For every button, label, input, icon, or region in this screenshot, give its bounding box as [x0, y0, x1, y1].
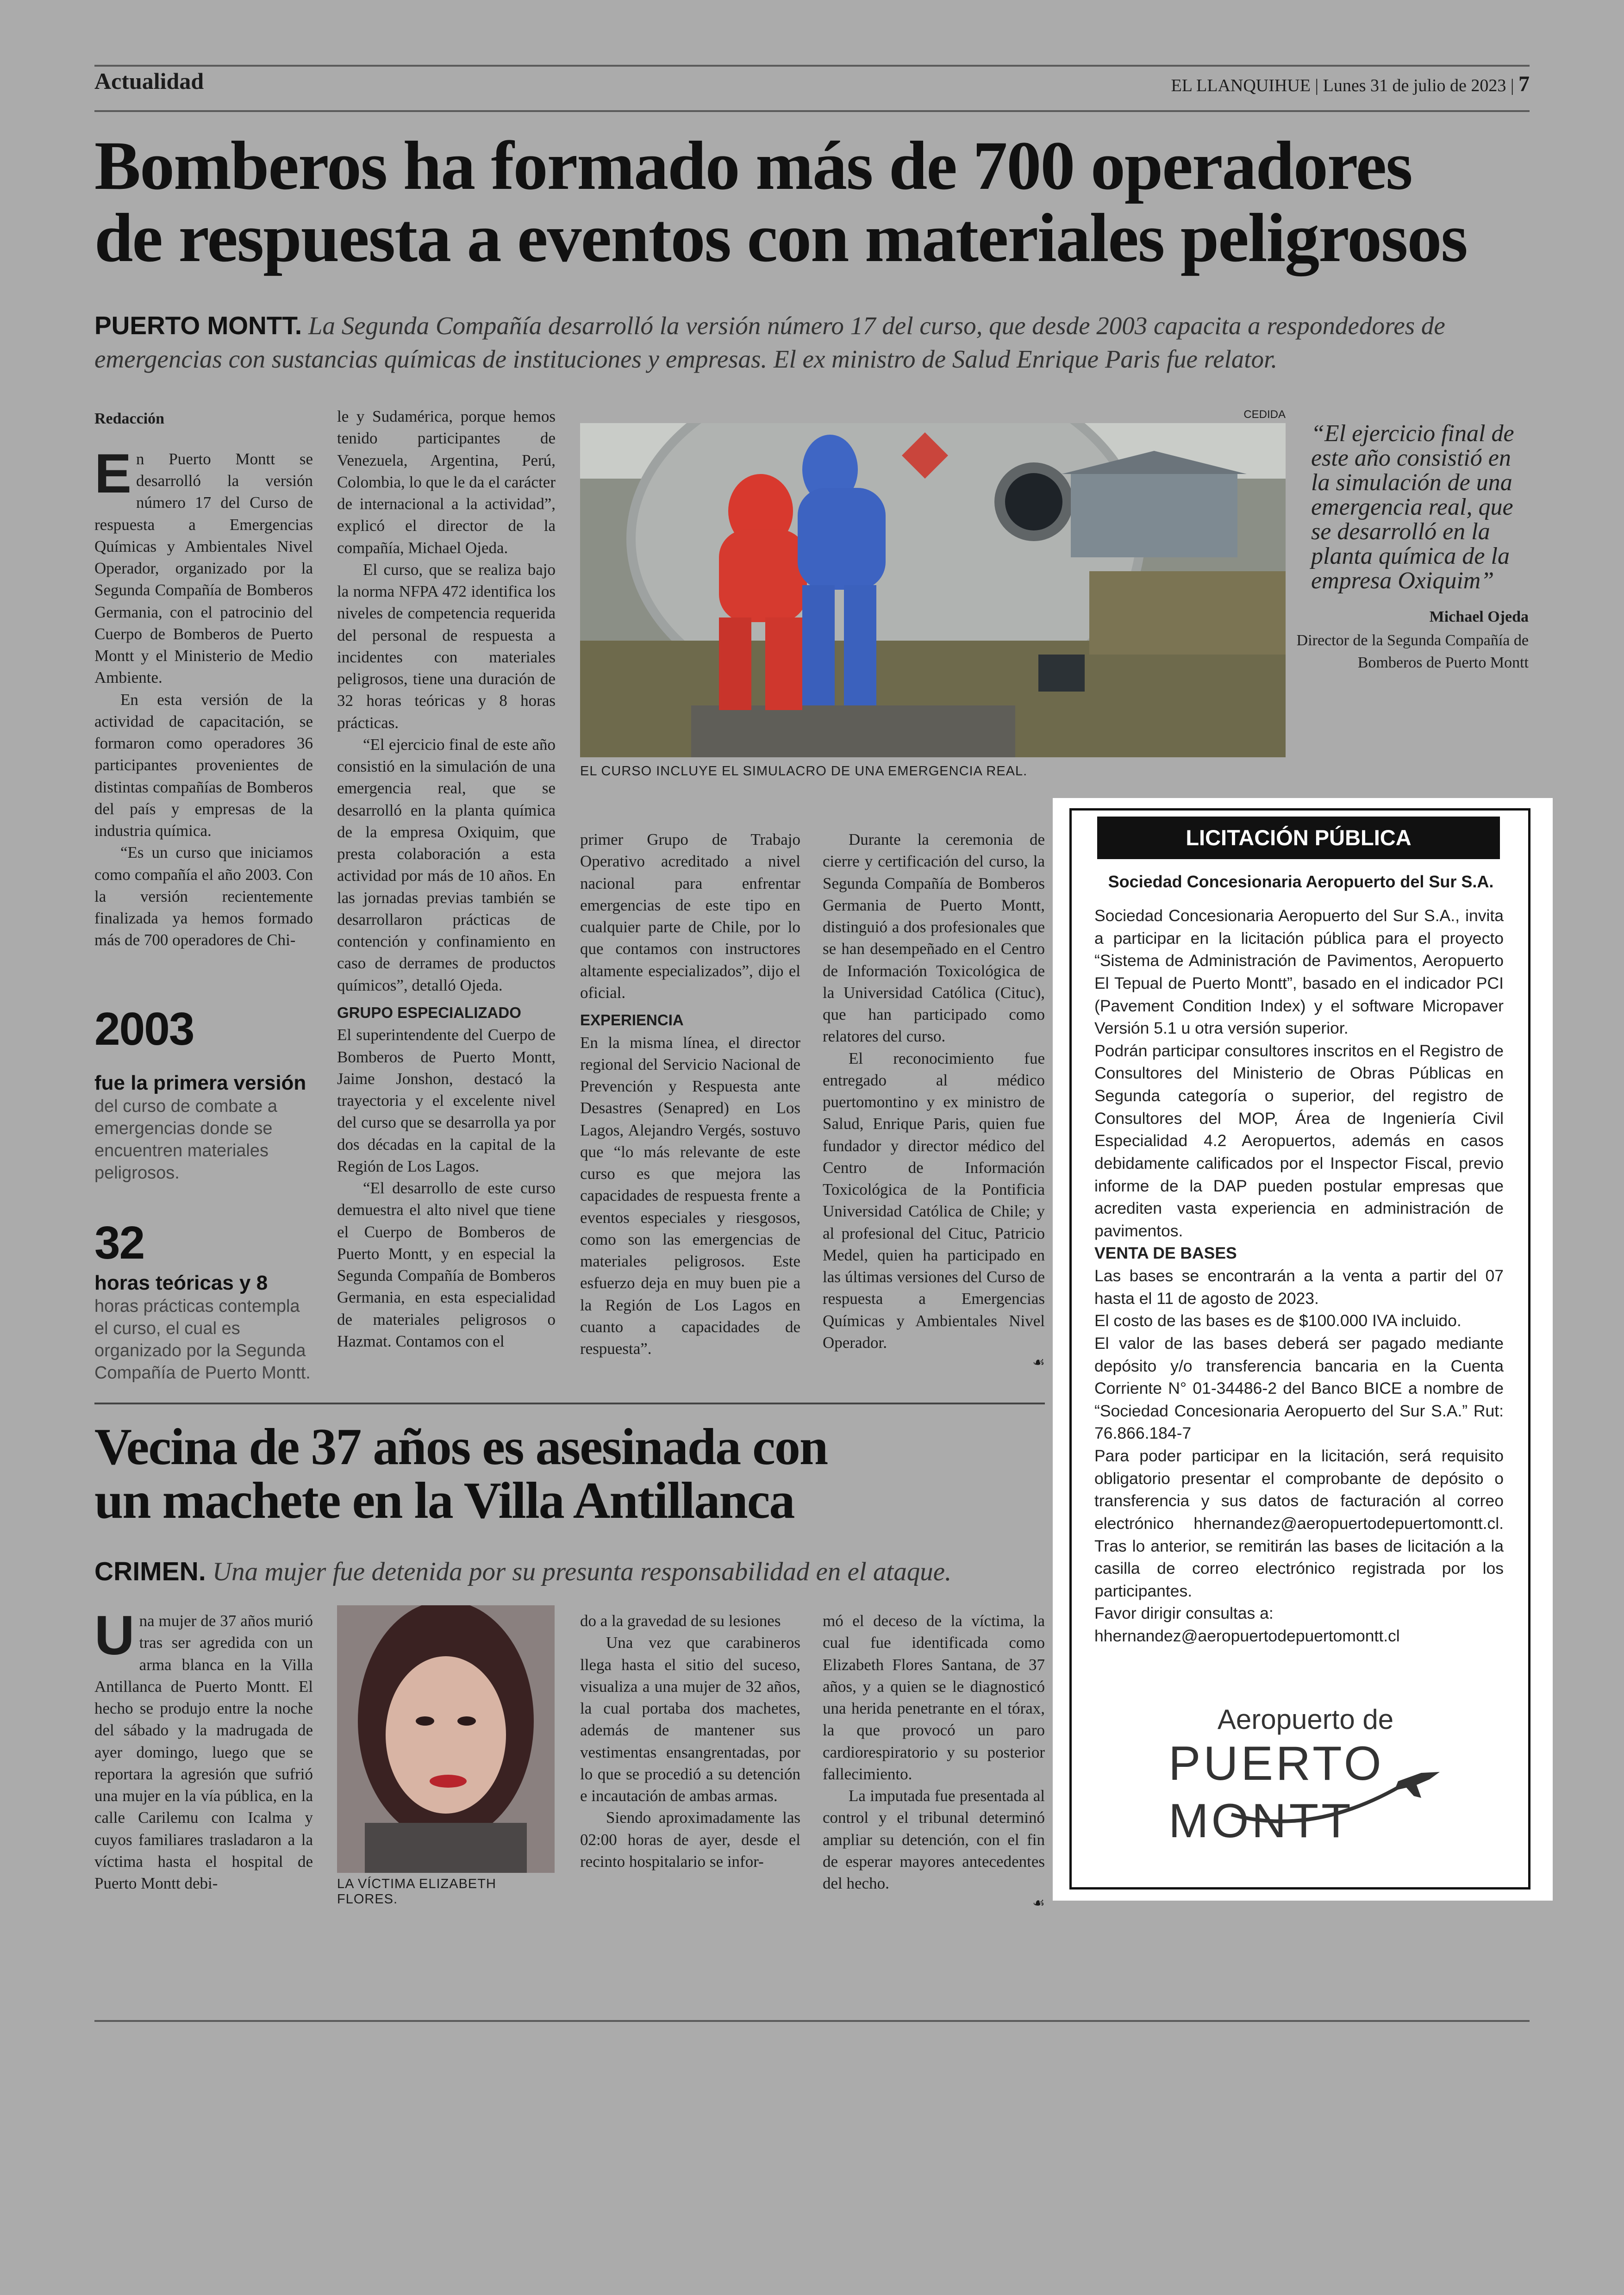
ad-paragraph: El costo de las bases es de $100.000 IVA incluido. [1094, 1311, 1462, 1330]
footer-rule [94, 2020, 1530, 2022]
victim-portrait-illustration [337, 1605, 555, 1873]
pull-quote-name: Michael Ojeda [1429, 608, 1529, 625]
airport-logo [1167, 1703, 1444, 1856]
stat-bold: fue la primera versión [94, 1072, 306, 1094]
header-top-rule [94, 65, 1530, 67]
article1-col3 [580, 829, 800, 1360]
paragraph: En esta versión de la actividad de capacitación, se formaron como operadores 36 participantes provenientes de distintas compañías de Bomberos del país y empresas de la industria química. [94, 690, 313, 840]
paragraph: El reconocimiento fue entregado al médico puertomontino y ex ministro de Salud, Enrique Paris, quien fue fundador y director médico del Centro de Información Toxicológica de la Pontificia Universidad Católica de Chile; y al profesional del Cituc, Patricio Medel, quien ha participado en las últimas versiones del Curso de respuesta a Emergencias Químicas y Ambientales Nivel Operador. [823, 1049, 1045, 1352]
paragraph: “Es un curso que iniciamos como compañía el año 2003. Con la versión recientemente finalizada ya hemos formado más de 700 operadores de Chi- [94, 843, 313, 949]
dropcap: E [94, 442, 132, 505]
ad-paragraph: Podrán participar consultores inscritos en el Registro de Consultores del Ministerio de Obras Públicas en Segunda categoría o superior, del registro de Consultores del MOP, Área de Ingeniería Civil Especialidad 4.2 Aeropuertos, además en casos debidamente calificados por el Inspector Fiscal, previo informe de la DAP pueden postular empresas que acrediten vasta experiencia en administración de pavimentos. [1094, 1041, 1504, 1240]
article2-deck [94, 1554, 1057, 1589]
photo-caption: LA VÍCTIMA ELIZABETH FLORES. [337, 1877, 496, 1907]
paragraph: do a la gravedad de su lesiones [580, 1612, 781, 1630]
dropcap: U [94, 1604, 135, 1666]
deck-lead: PUERTO MONTT. [94, 311, 302, 340]
logo-line: MONTT [1168, 1794, 1354, 1848]
stat-body: horas prácticas contempla el curso, el cual es organizado por la Segunda Compañía de Puerto Montt. [94, 1297, 311, 1383]
paragraph: “El desarrollo de este curso demuestra el alto nivel que tiene el Cuerpo de Bomberos de Puerto Montt, y en especial la Segunda Compañía de Bomberos Germania, en esta especialidad de materiales peligrosos o Hazmat. Contamos con el [337, 1179, 556, 1350]
photo-caption: EL CURSO INCLUYE EL SIMULACRO DE UNA EMERGENCIA REAL. [580, 764, 1028, 779]
stat-text [94, 1270, 312, 1384]
paragraph: “El ejercicio final de este año consistió en la simulación de una emergencia real, que se desarrolló en la planta química de la empresa Oxiquim, que presta colaboración a esta actividad por más de 10 años. En las jornadas previas también se desarrollaron prácticas de contención y confinamiento en caso de derrames de productos químicos”, detalló Ojeda. [337, 735, 556, 994]
headline-line: Vecina de 37 años es asesinada con [94, 1418, 828, 1476]
pull-quote-role: Director de la Segunda Compañía de Bomberos de Puerto Montt [1296, 632, 1529, 671]
deck-lead: CRIMEN. [94, 1557, 206, 1586]
paragraph: Durante la ceremonia de cierre y certificación del curso, la Segunda Compañía de Bomberos Germania de Puerto Montt, distinguió a dos profesionales que se han desempeñado en el Centro de Información Toxicológica de la Universidad Católica (Cituc), que han participado como relatores del curso. [823, 830, 1045, 1046]
airplane-swoosh-icon [1222, 1764, 1444, 1828]
logo-line: Aeropuerto de [1217, 1704, 1394, 1735]
subhead: EXPERIENCIA [580, 1011, 684, 1029]
subhead: GRUPO ESPECIALIZADO [337, 1004, 521, 1021]
article1-col1 [94, 408, 313, 951]
stat-bold: horas teóricas y 8 [94, 1272, 268, 1294]
paragraph: El superintendente del Cuerpo de Bomberos de Puerto Montt, Jaime Jonshon, destacó la trayectoria y el excelente nivel del curso que se desarrolla ya por dos décadas en la capital de la Región de Los Lagos. [337, 1026, 556, 1175]
folio-separator: | [1315, 76, 1323, 95]
article2-photo [337, 1605, 555, 1873]
paragraph: Siendo aproximadamente las 02:00 horas de ayer, desde el recinto hospitalario se infor- [580, 1809, 800, 1871]
byline: Redacción [94, 410, 165, 427]
stat-number: 32 [94, 1217, 144, 1269]
deck-text: La Segunda Compañía desarrolló la versión número 17 del curso, que desde 2003 capacita a respondedores de emergencias con sustancias químicas de instituciones y empresas. El ex ministro de Salud Enrique Paris fue relator. [94, 312, 1445, 373]
end-mark-icon: ☙ [1032, 1355, 1045, 1370]
paragraph: le y Sudamérica, porque hemos tenido participantes de Venezuela, Argentina, Perú, Colombia, lo que le da el carácter de internacional a la actividad”, explicó el director de la compañía, Michael Ojeda. [337, 407, 556, 557]
headline-line: un machete en la Villa Antillanca [94, 1472, 794, 1530]
paragraph: Una vez que carabineros llega hasta el sitio del suceso, visualiza a una mujer de 32 años, la cual portaba dos machetes, además de mantener sus vestimentas ensangrentadas, por lo que se procedió a su detención e incautación de ambas armas. [580, 1634, 800, 1805]
photo-credit: CEDIDA [1243, 408, 1286, 421]
stat-body: del curso de combate a emergencias donde se encuentren materiales peligrosos. [94, 1097, 278, 1183]
article1-headline [94, 127, 1553, 276]
article-separator [94, 1403, 1045, 1404]
header-bottom-rule [94, 110, 1530, 112]
paragraph: En la misma línea, el director regional del Servicio Nacional de Prevención y Respuesta ante Desastres (Senapred) en Los Lagos, Alejandro Vergés, sostuvo que “lo más relevante de este curso es que mejora las capacidades de respuesta frente a eventos especiales y riesgosos, como son las emergencias de materiales peligrosos. Este esfuerzo deja en muy buen pie a la Región de Los Lagos en cuanto a capacidades de respuesta”. [580, 1033, 800, 1358]
article2-col1 [94, 1604, 313, 1894]
section-label: Actualidad [94, 68, 204, 94]
paragraph: mó el deceso de la víctima, la cual fue identificada como Elizabeth Flores Santana, de 37 años, y a quien se le diagnosticó una herida penetrante en el tórax, la que provocó un paro cardiorespiratorio y su posterior fallecimiento. [823, 1612, 1045, 1783]
pull-quote: “El ejercicio final de este año consistió en la simulación de una emergencia real, que se desarrolló en la planta química de la empresa Oxiquim” [1311, 420, 1514, 594]
article1-deck [94, 309, 1539, 375]
folio [1171, 71, 1530, 97]
article2-col3 [823, 1610, 1045, 1913]
ad-body [1094, 904, 1504, 1647]
stat-number: 2003 [94, 1003, 194, 1055]
ad-subhead: VENTA DE BASES [1094, 1244, 1237, 1263]
ad-paragraph: Sociedad Concesionaria Aeropuerto del Sur S.A., invita a participar en la licitación pública para el proyecto “Sistema de Administración de Pavimentos, Aeropuerto El Tepual de Puerto Montt”, basado en el indicador PCI (Pavement Condition Index) y el software Micropaver Versión 5.1 u otra versión superior. [1094, 906, 1504, 1038]
headline-line: Bomberos ha formado más de 700 operadores [94, 127, 1412, 204]
page-number: 7 [1518, 72, 1530, 96]
issue-date: Lunes 31 de julio de 2023 [1323, 76, 1506, 95]
paragraph: primer Grupo de Trabajo Operativo acreditado a nivel nacional para enfrentar emergencias de este tipo en cualquier parte de Chile, por lo que contamos con instructores altamente especializados”, dijo el oficial. [580, 830, 800, 1002]
article2-col2 [580, 1610, 800, 1872]
article2-headline [94, 1420, 1043, 1528]
article1-col4 [823, 829, 1045, 1372]
paragraph: na mujer de 37 años murió tras ser agredida con un arma blanca en la Villa Antillanca de Puerto Montt. El hecho se produjo entre la noche del sábado y la madrugada de ayer domingo, luego que se reportara la agresión que sufrió una mujer en la vía pública, en la calle Carilemu con Icalma y cuyos familiares trasladaron a la víctima hasta el hospital de Puerto Montt debi- [94, 1612, 313, 1892]
hazmat-drill-illustration [580, 423, 1286, 757]
ad-email: hhernandez@aeropuertodepuertomontt.cl [1094, 1627, 1400, 1645]
stat-text [94, 1070, 312, 1185]
article1-col2 [337, 405, 556, 1352]
paragraph: La imputada fue presentada al control y el tribunal determinó ampliar su detención, con el fin de esperar mayores antecedentes del hecho. [823, 1787, 1045, 1892]
newspaper-name: EL LLANQUIHUE [1171, 76, 1311, 95]
ad-paragraph: El valor de las bases deberá ser pagado mediante depósito y/o transferencia bancaria en la Cuenta Corriente N° 01-34486-2 del Banco BICE a nombre de “Sociedad Concesionaria Aeropuerto del Sur S.A.” Rut: 76.866.184-7 [1094, 1334, 1504, 1443]
deck-text: Una mujer fue detenida por su presunta responsabilidad en el ataque. [212, 1557, 952, 1586]
logo-line: PUERTO [1168, 1737, 1384, 1790]
ad-banner: LICITACIÓN PÚBLICA [1097, 817, 1500, 859]
paragraph: n Puerto Montt se desarrolló la versión número 17 del Curso de respuesta a Emergencias Químicas y Ambientales Nivel Operador, organizado por la Segunda Compañía de Bomberos Germania, con el patrocinio del Cuerpo de Bomberos de Puerto Montt y el Ministerio de Medio Ambiente. [94, 449, 313, 687]
ad-company: Sociedad Concesionaria Aeropuerto del Sur S.A. [1108, 872, 1494, 891]
ad-paragraph: Favor dirigir consultas a: [1094, 1604, 1274, 1623]
end-mark-icon: ☙ [1032, 1896, 1045, 1911]
headline-line: de respuesta a eventos con materiales peligrosos [94, 200, 1467, 276]
ad-paragraph: Las bases se encontrarán a la venta a partir del 07 hasta el 11 de agosto de 2023. [1094, 1266, 1504, 1308]
ad-paragraph: Para poder participar en la licitación, será requisito obligatorio presentar el comprobante de depósito o transferencia y sus datos de facturación al correo electrónico hhernandez@aeropuertodepuertomontt.cl. Tras lo anterior, se remitirán las bases de licitación a la casilla de correo electrónico registrada por los participantes. [1094, 1447, 1504, 1600]
article1-photo [580, 423, 1286, 757]
folio-separator: | [1510, 76, 1518, 95]
paragraph: El curso, que se realiza bajo la norma NFPA 472 identifica los niveles de competencia requerida del personal de respuesta a incidentes con materiales peligrosos, tiene una duración de 32 horas teóricas y 8 horas prácticas. [337, 560, 556, 732]
